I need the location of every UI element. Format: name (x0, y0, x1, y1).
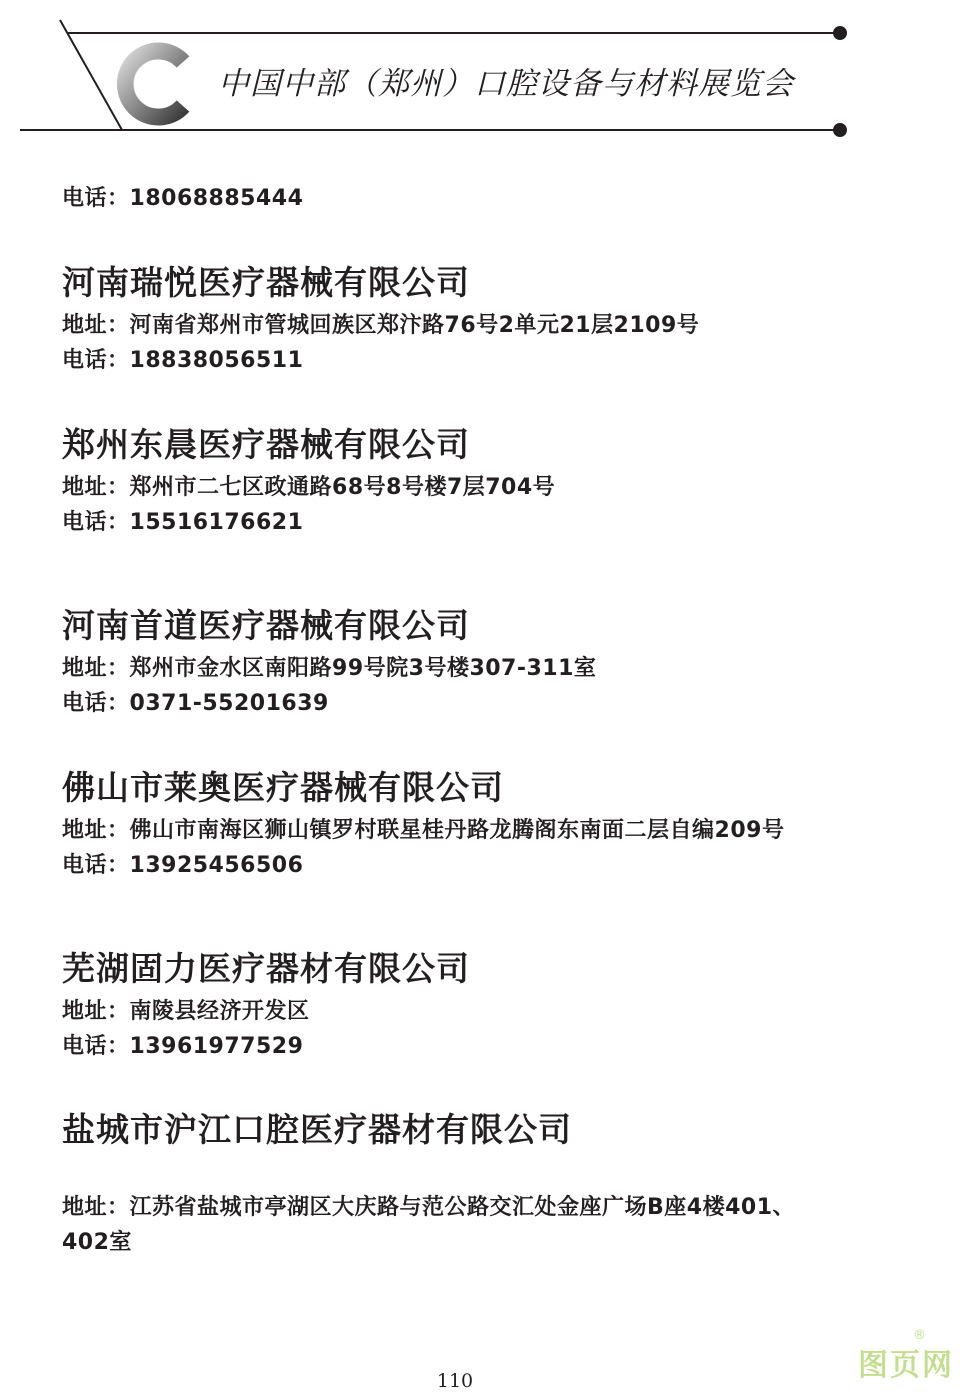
address-value: 江苏省盐城市亭湖区大庆路与范公路交汇处金座广场B座4楼401、 (129, 1195, 796, 1220)
address-line-continued: 402室 (62, 1230, 132, 1255)
address-label: 地址： (62, 313, 130, 338)
phone-value: 0371-55201639 (129, 691, 329, 716)
phone-line (62, 848, 303, 879)
first-phone-line (62, 181, 303, 212)
company-name: 佛山市莱奥医疗器械有限公司 (62, 768, 504, 807)
phone-label: 电话： (62, 510, 130, 535)
page-number: 110 (436, 1370, 474, 1392)
address-label: 地址： (62, 999, 130, 1024)
address-value: 南陵县经济开发区 (129, 999, 310, 1024)
address-label: 地址： (62, 1195, 130, 1220)
registered-mark: ® (913, 1328, 928, 1343)
header-top-dot (833, 26, 847, 40)
header-bottom-dot (833, 123, 847, 137)
address-label: 地址： (62, 818, 130, 843)
phone-value: 18068885444 (129, 186, 304, 211)
phone-value: 15516176621 (129, 510, 304, 535)
address-line (62, 651, 596, 682)
address-value: 郑州市金水区南阳路99号院3号楼307-311室 (129, 656, 597, 681)
phone-value: 13961977529 (129, 1034, 304, 1059)
company-name: 盐城市沪江口腔医疗器材有限公司 (62, 1110, 572, 1149)
phone-line (62, 686, 329, 717)
company-name: 郑州东晨医疗器械有限公司 (62, 425, 470, 464)
address-line (62, 813, 784, 844)
address-line (62, 1190, 795, 1221)
phone-label: 电话： (62, 348, 130, 373)
address-line (62, 994, 310, 1025)
company-name: 河南瑞悦医疗器械有限公司 (62, 263, 470, 302)
watermark-logo (858, 1328, 954, 1384)
address-value: 河南省郑州市管城回族区郑汴路76号2单元21层2109号 (129, 313, 700, 338)
phone-line (62, 505, 303, 536)
header-title: 中国中部（郑州）口腔设备与材料展览会 (218, 66, 794, 102)
c-logo-icon (125, 51, 183, 117)
address-label: 地址： (62, 656, 130, 681)
phone-label: 电话： (62, 691, 130, 716)
header-diagonal (60, 20, 122, 130)
address-line (62, 308, 699, 339)
watermark-text: 图页网 (858, 1348, 954, 1383)
phone-label: 电话： (62, 853, 130, 878)
phone-label: 电话： (62, 1034, 130, 1059)
phone-label: 电话： (62, 186, 130, 211)
address-value: 佛山市南海区狮山镇罗村联星桂丹路龙腾阁东南面二层自编209号 (129, 818, 785, 843)
address-value: 郑州市二七区政通路68号8号楼7层704号 (129, 475, 556, 500)
phone-line (62, 1029, 303, 1060)
address-label: 地址： (62, 475, 130, 500)
phone-value: 18838056511 (129, 348, 304, 373)
phone-value: 13925456506 (129, 853, 304, 878)
phone-line (62, 343, 303, 374)
company-name: 芜湖固力医疗器材有限公司 (62, 949, 470, 988)
page-header (0, 0, 980, 150)
address-line (62, 470, 555, 501)
company-name: 河南首道医疗器械有限公司 (62, 606, 470, 645)
